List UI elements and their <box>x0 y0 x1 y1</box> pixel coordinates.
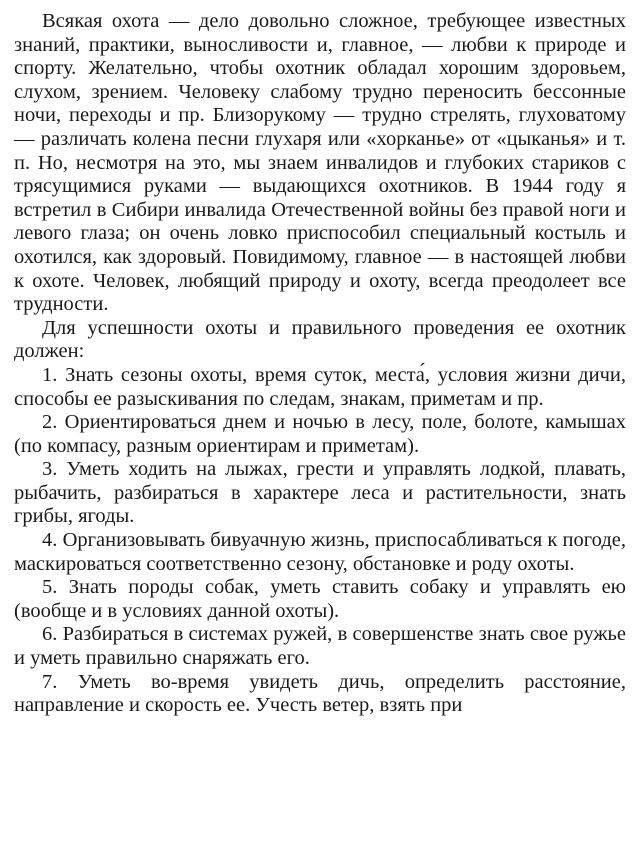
requirement-item-4: 4. Организовывать бивуачную жизнь, приспосабливаться к погоде, маскироваться соответственно сезону, обстановке и роду охоты. <box>14 529 626 575</box>
list-intro: Для успешности охоты и правильного проведения ее охотник должен: <box>14 316 626 363</box>
requirement-item-5: 5. Знать породы собак, уметь ставить собаку и управлять ею (вообще и в условиях данной охоты). <box>14 576 626 622</box>
requirement-item-1: 1. Знать сезоны охоты, время суток, места́, условия жизни дичи, способы ее разыскивания по следам, знакам, приметам и пр. <box>14 363 626 410</box>
requirement-item-7: 7. Уметь во-время увидеть дичь, определить расстояние, направление и скорость ее. Учесть ветер, взять при <box>14 670 626 717</box>
requirement-item-3: 3. Уметь ходить на лыжах, грести и управлять лодкой, плавать, рыбачить, разбираться в характере леса и растительности, знать грибы, ягоды. <box>14 458 626 528</box>
intro-paragraph: Всякая охота — дело довольно сложное, требующее известных знаний, практики, выносливости и, главное, — любви к природе и спорту. Желательно, чтобы охотник обладал хорошим здоровьем, слухом, зрением. Человеку слабому трудно переносить бессонные ночи, переходы и пр. Близорукому — трудно стрелять, глуховатому — различать колена песни глухаря или «хорканье» от «цыканья» и т. п. Но, несмотря на это, мы знаем инвалидов и глубоких стариков с трясущимися руками — выдающихся охотников. В 1944 году я встретил в Сибири инвалида Отечественной войны без правой ноги и левого глаза; он очень ловко приспособил специальный костыль и охотился, как здоровый. Повидимому, главное — в настоящей любви к охоте. Человек, любящий природу и охоту, всегда преодолеет все трудности. <box>14 10 626 316</box>
requirement-item-2: 2. Ориентироваться днем и ночью в лесу, поле, болоте, камышах (по компасу, разным ориентирам и приметам). <box>14 411 626 457</box>
book-page <box>14 10 626 718</box>
requirement-item-6: 6. Разбираться в системах ружей, в совершенстве знать свое ружье и уметь правильно снаряжать его. <box>14 623 626 670</box>
